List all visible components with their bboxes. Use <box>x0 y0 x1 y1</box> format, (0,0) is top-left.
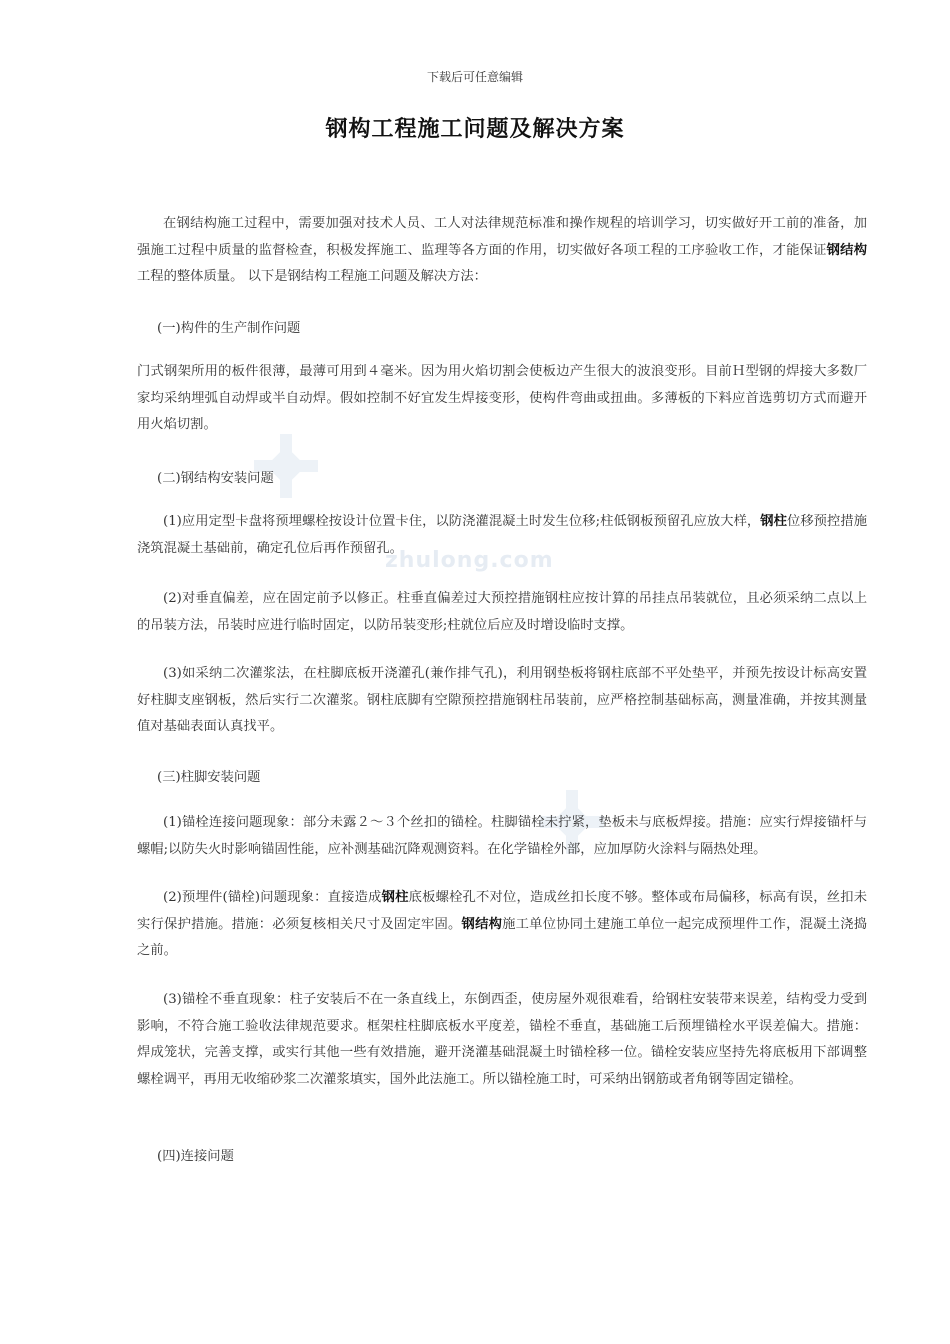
watermark-logo-icon <box>250 430 322 502</box>
document-title: 钢构工程施工问题及解决方案 <box>325 116 625 142</box>
bold-keyword: 钢柱 <box>381 890 409 905</box>
bold-keyword: 钢结构 <box>826 242 867 258</box>
paragraph: (3)锚栓不垂直现象：柱子安装后不在一条直线上，东倒西歪，使房屋外观很难看，给钢柱安装带来误差，结构受力受到影响，不符合施工验收法律规范要求。框架柱柱脚底板水平度差，锚栓不垂直，基础施工后预埋锚栓水平误差偏大。措施：焊成笼状，完善支撑，或实行其他一些有效措施，避开浇灌基础混凝土时锚栓移一位。锚栓安装应坚持先将底板用下部调整螺栓调平，再用无收缩砂浆二次灌浆填实，国外此法施工。所以锚栓施工时，可采纳出钢筋或者角钢等固定锚栓。 <box>137 992 867 1087</box>
section-heading: (一)构件的生产制作问题 <box>157 321 301 336</box>
section-heading: (三)柱脚安装问题 <box>157 770 261 785</box>
bold-keyword: 钢柱 <box>760 514 787 529</box>
watermark-text: zhulong.com <box>385 548 554 573</box>
paragraph: (1)锚栓连接问题现象：部分未露２～３个丝扣的锚栓。柱脚锚栓未拧紧，垫板未与底板焊接。措施：应实行焊接锚杆与螺帽;以防失火时影响锚固性能，应补测基础沉降观测资料。在化学锚栓外部，应加厚防火涂料与隔热处理。 <box>137 815 867 857</box>
intro-paragraph: 在钢结构施工过程中，需要加强对技术人员、工人对法律规范标准和操作规程的培训学习，切实做好开工前的准备，加强施工过程中质量的监督检查，积极发挥施工、监理等各方面的作用，切实做好各项工程的工序验收工作，才能保证钢结构工程的整体质量。 以下是钢结构工程施工问题及解决方法： <box>137 216 867 284</box>
section-heading: (二)钢结构安装问题 <box>157 471 274 486</box>
section-heading: (四)连接问题 <box>157 1149 234 1164</box>
bold-keyword: 钢结构 <box>461 916 503 932</box>
paragraph: (2)对垂直偏差，应在固定前予以修正。柱垂直偏差过大预控措施钢柱应按计算的吊挂点吊装就位，且必须采纳二点以上的吊装方法，吊装时应进行临时固定，以防吊装变形;柱就位后应及时增设临时支撑。 <box>137 591 867 633</box>
header-note: 下载后可任意编辑 <box>426 70 523 84</box>
paragraph: (1)应用定型卡盘将预埋螺栓按设计位置卡住，以防浇灌混凝土时发生位移;柱低钢板预留孔应放大样，钢柱位移预控措施浇筑混凝土基础前，确定孔位后再作预留孔。 <box>137 514 868 556</box>
paragraph: (3)如采纳二次灌浆法，在柱脚底板开浇灌孔(兼作排气孔)，利用钢垫板将钢柱底部不平处垫平，并预先按设计标高安置好柱脚支座钢板，然后实行二次灌浆。钢柱底脚有空隙预控措施钢柱吊装前，应严格控制基础标高，测量准确，并按其测量值对基础表面认真找平。 <box>137 666 867 734</box>
paragraph: (2)预埋件(锚栓)问题现象：直接造成钢柱底板螺栓孔不对位，造成丝扣长度不够。整体或布局偏移，标高有误，丝扣未实行保护措施。措施：必须复核相关尺寸及固定牢固。钢结构施工单位协同土建施工单位一起完成预埋件工作，混凝土浇捣之前。 <box>137 890 868 958</box>
paragraph: 门式钢架所用的板件很薄，最薄可用到４毫米。因为用火焰切割会使板边产生很大的波浪变形。目前Ｈ型钢的焊接大多数厂家均采纳埋弧自动焊或半自动焊。假如控制不好宜发生焊接变形，使构件弯曲或扭曲。多薄板的下料应首选剪切方式而避开用火焰切割。 <box>137 364 867 432</box>
